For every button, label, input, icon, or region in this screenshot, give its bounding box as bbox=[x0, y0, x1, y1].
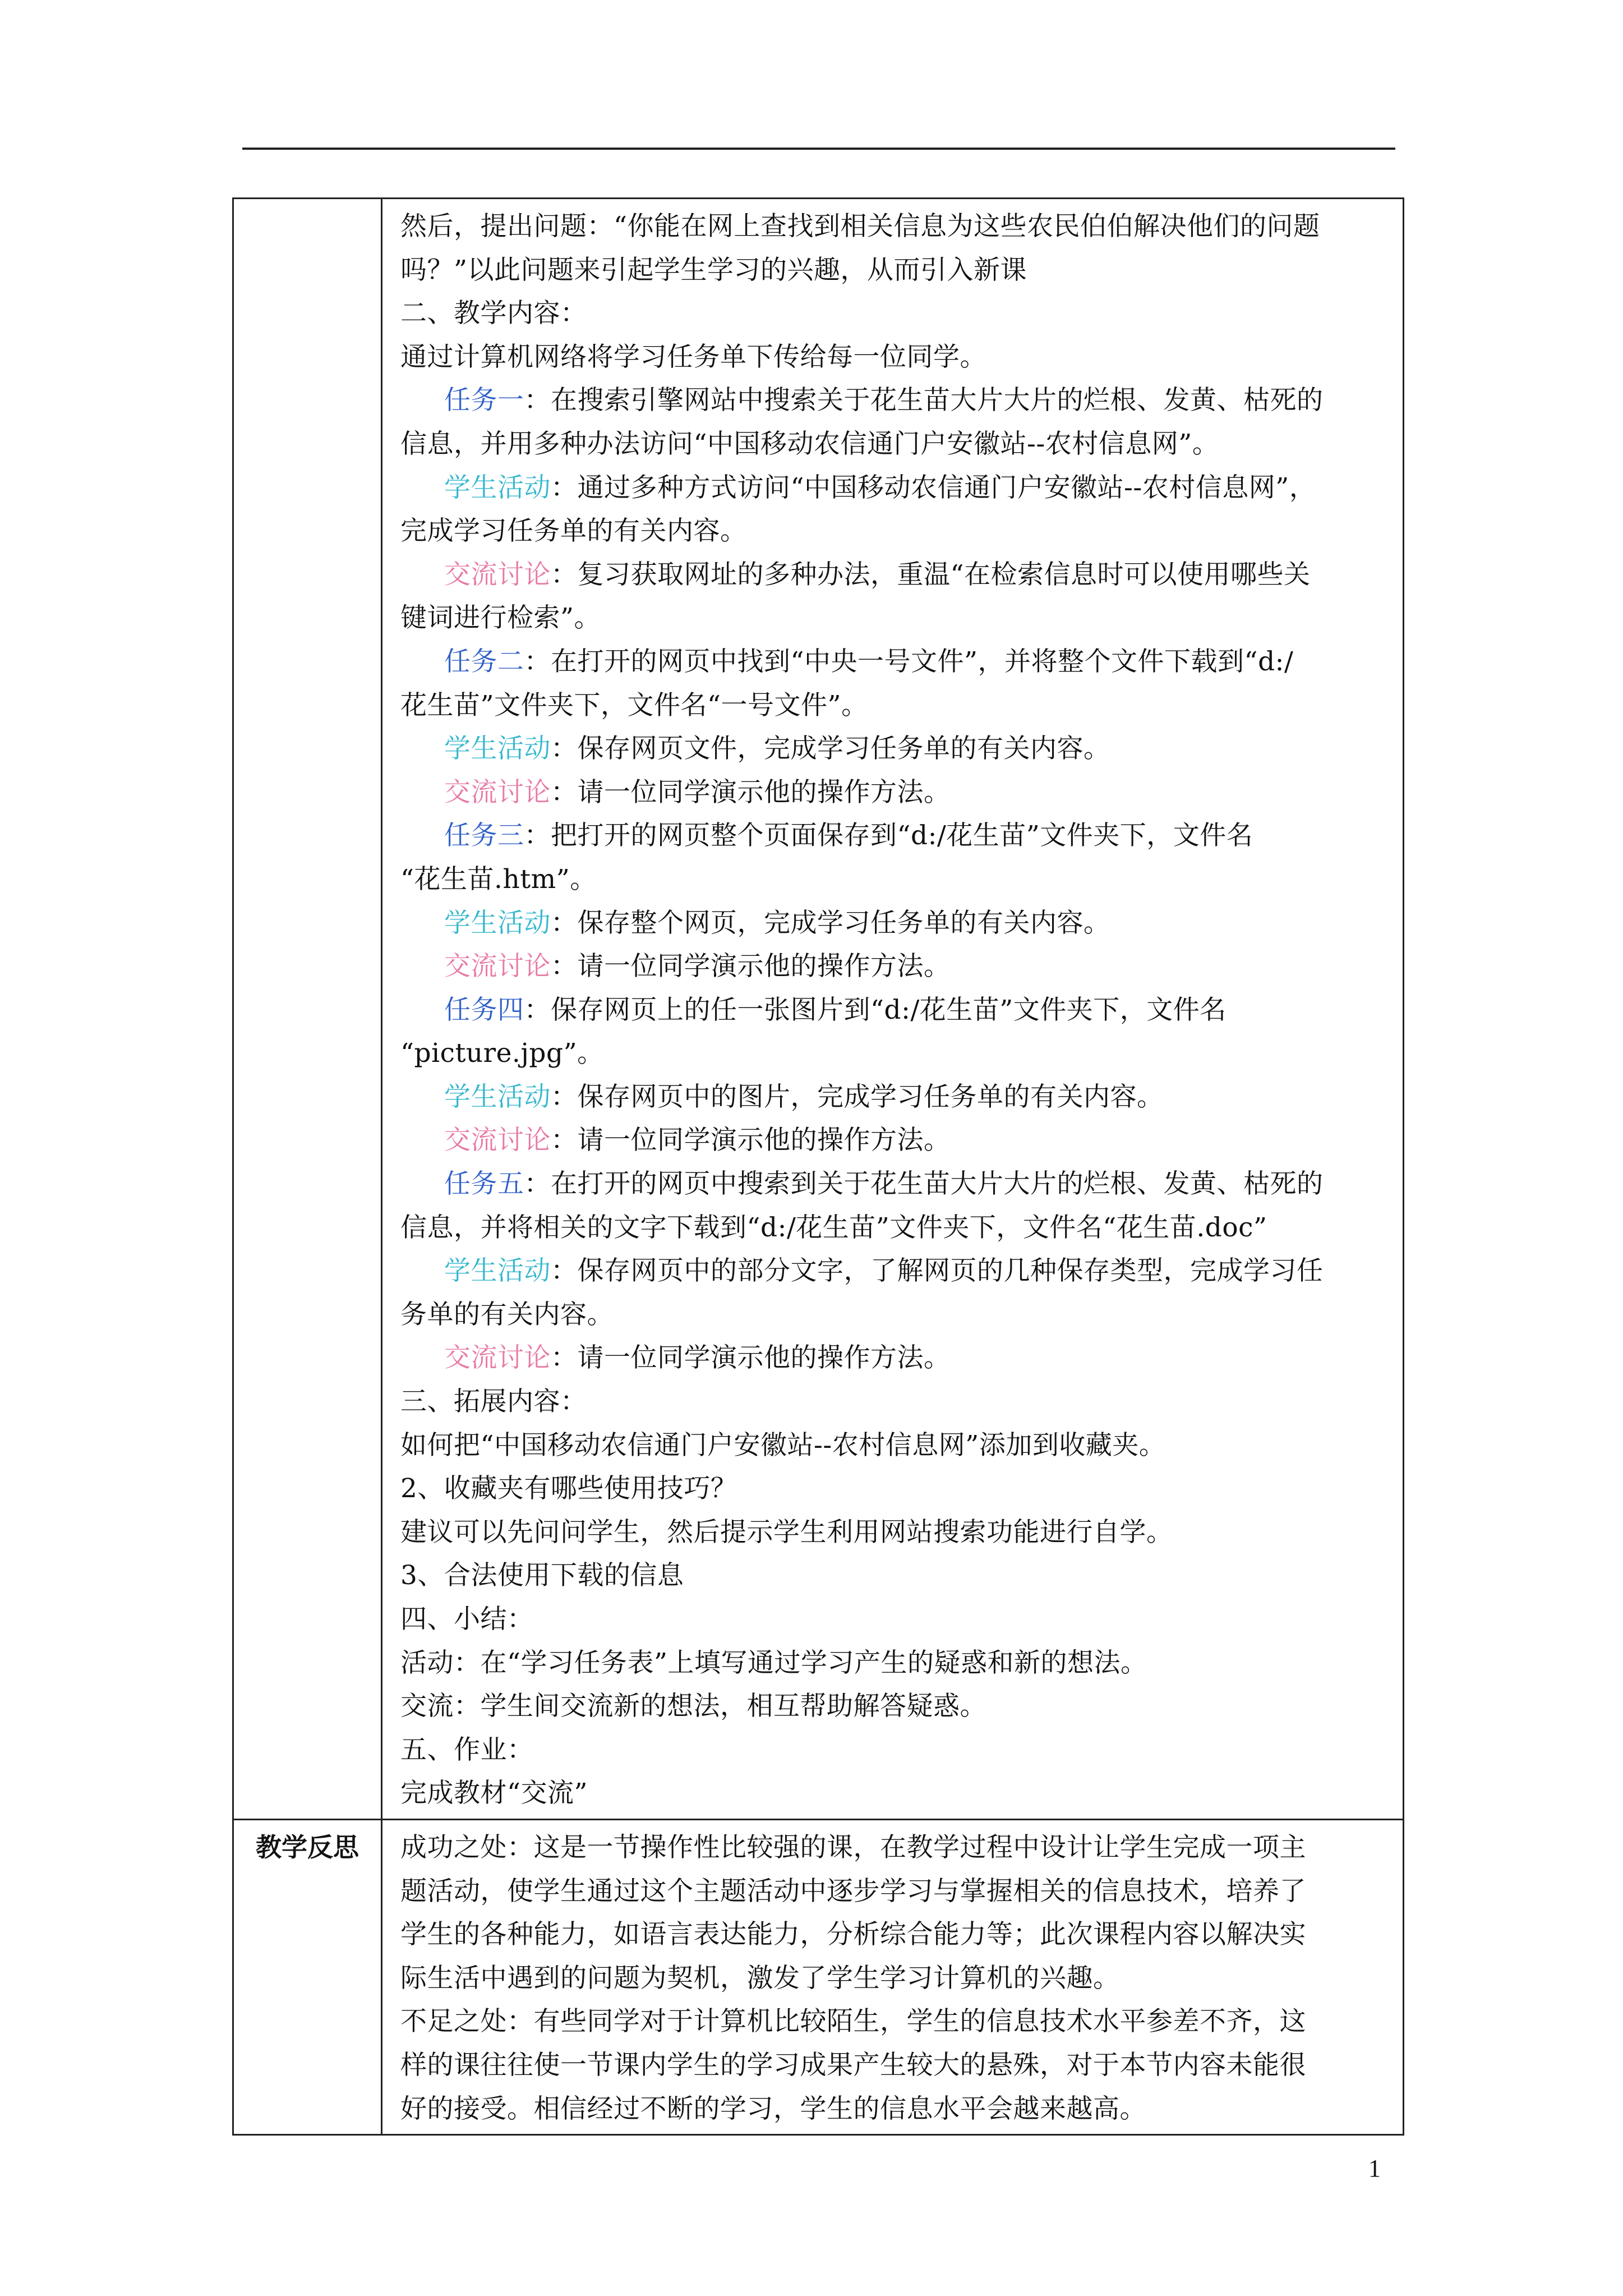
reflection-row bbox=[233, 1819, 1404, 2134]
body-line-text: 2、收藏夹有哪些使用技巧？ bbox=[400, 1473, 737, 1504]
body-line-text: 信息，并用多种办法访问“中国移动农信通门户安徽站--农村信息网”。 bbox=[400, 428, 1219, 459]
body-line bbox=[400, 553, 1391, 597]
body-line-text: 然后，提出问题：“你能在网上查找到相关信息为这些农民伯伯解决他们的问题 bbox=[400, 211, 1320, 242]
content-row bbox=[233, 199, 1404, 1820]
body-line bbox=[400, 335, 1391, 379]
body-line-text: 四、小结： bbox=[400, 1604, 534, 1635]
body-line bbox=[400, 945, 1391, 988]
body-line bbox=[400, 509, 1391, 553]
header-rule bbox=[242, 148, 1395, 150]
lesson-content-cell bbox=[382, 199, 1404, 1820]
discussion-label: 交流讨论 bbox=[444, 559, 551, 590]
empty-label-cell bbox=[233, 199, 382, 1820]
body-line-text: ：保存网页文件，完成学习任务单的有关内容。 bbox=[551, 733, 1110, 765]
body-line bbox=[400, 1249, 1391, 1293]
student-activity-label: 学生活动 bbox=[444, 907, 551, 938]
body-line-text: 3、合法使用下载的信息 bbox=[400, 1560, 684, 1591]
body-line-text: ：在打开的网页中找到“中央一号文件”，并将整个文件下载到“d:/ bbox=[524, 646, 1294, 677]
body-line bbox=[400, 1336, 1391, 1380]
body-line-text: “花生苗.htm”。 bbox=[400, 863, 597, 895]
body-line-text: 信息，并将相关的文字下载到“d:/花生苗”文件夹下，文件名“花生苗.doc” bbox=[400, 1212, 1267, 1243]
body-line bbox=[400, 596, 1391, 640]
body-line-text: ：通过多种方式访问“中国移动农信通门户安徽站--农村信息网”， bbox=[551, 472, 1316, 503]
body-line bbox=[400, 640, 1391, 684]
task-label: 任务五 bbox=[444, 1168, 524, 1200]
lesson-table bbox=[232, 197, 1404, 2136]
body-line bbox=[400, 292, 1391, 335]
body-line bbox=[400, 858, 1391, 901]
body-line bbox=[400, 1424, 1391, 1467]
body-line bbox=[400, 1467, 1391, 1511]
body-line bbox=[400, 727, 1391, 771]
reflection-line: 成功之处：这是一节操作性比较强的课，在教学过程中设计让学生完成一项主 bbox=[400, 1832, 1306, 1863]
discussion-label: 交流讨论 bbox=[444, 1125, 551, 1156]
body-line-text: 完成学习任务单的有关内容。 bbox=[400, 516, 747, 547]
body-line-text: 吗？”以此问题来引起学生学习的兴趣，从而引入新课 bbox=[400, 254, 1027, 286]
discussion-label: 交流讨论 bbox=[444, 776, 551, 808]
reflection-line: 际生活中遇到的问题为契机，激发了学生学习计算机的兴趣。 bbox=[400, 1962, 1120, 1994]
task-label: 任务一 bbox=[444, 385, 524, 416]
student-activity-label: 学生活动 bbox=[444, 472, 551, 503]
body-line bbox=[400, 1511, 1391, 1554]
body-line bbox=[400, 205, 1391, 249]
body-line-text: 活动：在“学习任务表”上填写通过学习产生的疑惑和新的想法。 bbox=[400, 1647, 1147, 1678]
student-activity-label: 学生活动 bbox=[444, 1255, 551, 1287]
body-line-text: 花生苗”文件夹下，文件名“一号文件”。 bbox=[400, 689, 868, 721]
body-line-text: “picture.jpg”。 bbox=[400, 1038, 604, 1069]
reflection-label: 教学反思 bbox=[256, 1832, 359, 1862]
reflection-label-cell bbox=[233, 1819, 382, 2134]
lesson-body bbox=[400, 205, 1391, 1815]
body-line bbox=[400, 1685, 1391, 1728]
reflection-line: 题活动，使学生通过这个主题活动中逐步学习与掌握相关的信息技术，培养了 bbox=[400, 1875, 1306, 1907]
body-line-text: 通过计算机网络将学习任务单下传给每一位同学。 bbox=[400, 341, 986, 372]
body-line-text: ：请一位同学演示他的操作方法。 bbox=[551, 1125, 951, 1156]
task-label: 任务二 bbox=[444, 646, 524, 677]
body-line bbox=[400, 379, 1391, 422]
body-line bbox=[400, 249, 1391, 292]
body-line bbox=[400, 1075, 1391, 1119]
body-line-text: ：在搜索引擎网站中搜索关于花生苗大片大片的烂根、发黄、枯死的 bbox=[524, 385, 1324, 416]
body-line bbox=[400, 814, 1391, 858]
body-line bbox=[400, 901, 1391, 945]
body-line bbox=[400, 1380, 1391, 1424]
body-line bbox=[400, 1728, 1391, 1772]
body-line-text: ：保存整个网页，完成学习任务单的有关内容。 bbox=[551, 907, 1110, 938]
body-line-text: 如何把“中国移动农信通门户安徽站--农村信息网”添加到收藏夹。 bbox=[400, 1429, 1166, 1461]
body-line-text: ：请一位同学演示他的操作方法。 bbox=[551, 951, 951, 982]
body-line-text: 二、教学内容： bbox=[400, 298, 587, 329]
body-line bbox=[400, 1162, 1391, 1206]
body-line-text: ：请一位同学演示他的操作方法。 bbox=[551, 1342, 951, 1374]
body-line bbox=[400, 466, 1391, 510]
body-line-text: 务单的有关内容。 bbox=[400, 1299, 614, 1330]
discussion-label: 交流讨论 bbox=[444, 951, 551, 982]
body-line-text: ：在打开的网页中搜索到关于花生苗大片大片的烂根、发黄、枯死的 bbox=[524, 1168, 1324, 1200]
body-line bbox=[400, 1554, 1391, 1598]
body-line bbox=[400, 1641, 1391, 1685]
reflection-content-cell bbox=[382, 1819, 1404, 2134]
body-line-text: ：把打开的网页整个页面保存到“d:/花生苗”文件夹下，文件名 bbox=[524, 820, 1253, 852]
body-line-text: 完成教材“交流” bbox=[400, 1778, 588, 1809]
body-line bbox=[400, 1119, 1391, 1162]
body-line bbox=[400, 1772, 1391, 1815]
discussion-label: 交流讨论 bbox=[444, 1342, 551, 1374]
body-line bbox=[400, 422, 1391, 466]
reflection-line: 不足之处：有些同学对于计算机比较陌生，学生的信息技术水平参差不齐，这 bbox=[400, 2006, 1306, 2037]
task-label: 任务四 bbox=[444, 994, 524, 1025]
body-line-text: 五、作业： bbox=[400, 1734, 534, 1765]
body-line-text: 交流：学生间交流新的想法，相互帮助解答疑惑。 bbox=[400, 1691, 986, 1722]
body-line bbox=[400, 988, 1391, 1032]
body-line-text: ：保存网页中的图片，完成学习任务单的有关内容。 bbox=[551, 1081, 1164, 1112]
body-line bbox=[400, 684, 1391, 728]
body-line-text: 建议可以先问问学生，然后提示学生利用网站搜索功能进行自学。 bbox=[400, 1516, 1173, 1548]
task-label: 任务三 bbox=[444, 820, 524, 852]
body-line-text: 键词进行检索”。 bbox=[400, 602, 601, 634]
body-line-text: ：请一位同学演示他的操作方法。 bbox=[551, 776, 951, 808]
body-line bbox=[400, 1598, 1391, 1641]
body-line bbox=[400, 771, 1391, 815]
body-line bbox=[400, 1206, 1391, 1250]
body-line-text: ：保存网页上的任一张图片到“d:/花生苗”文件夹下，文件名 bbox=[524, 994, 1227, 1025]
body-line-text: ：保存网页中的部分文字，了解网页的几种保存类型，完成学习任 bbox=[551, 1255, 1324, 1287]
body-line bbox=[400, 1032, 1391, 1075]
page-number: 1 bbox=[1368, 2155, 1381, 2182]
body-line-text: ：复习获取网址的多种办法，重温“在检索信息时可以使用哪些关 bbox=[551, 559, 1311, 590]
student-activity-label: 学生活动 bbox=[444, 1081, 551, 1112]
reflection-line: 样的课往往使一节课内学生的学习成果产生较大的悬殊，对于本节内容未能很 bbox=[400, 2049, 1306, 2081]
reflection-body bbox=[400, 1826, 1391, 2131]
reflection-line: 好的接受。相信经过不断的学习，学生的信息水平会越来越高。 bbox=[400, 2093, 1146, 2124]
reflection-line: 学生的各种能力，如语言表达能力，分析综合能力等；此次课程内容以解决实 bbox=[400, 1919, 1306, 1950]
student-activity-label: 学生活动 bbox=[444, 733, 551, 765]
body-line-text: 三、拓展内容： bbox=[400, 1386, 587, 1418]
body-line bbox=[400, 1293, 1391, 1337]
